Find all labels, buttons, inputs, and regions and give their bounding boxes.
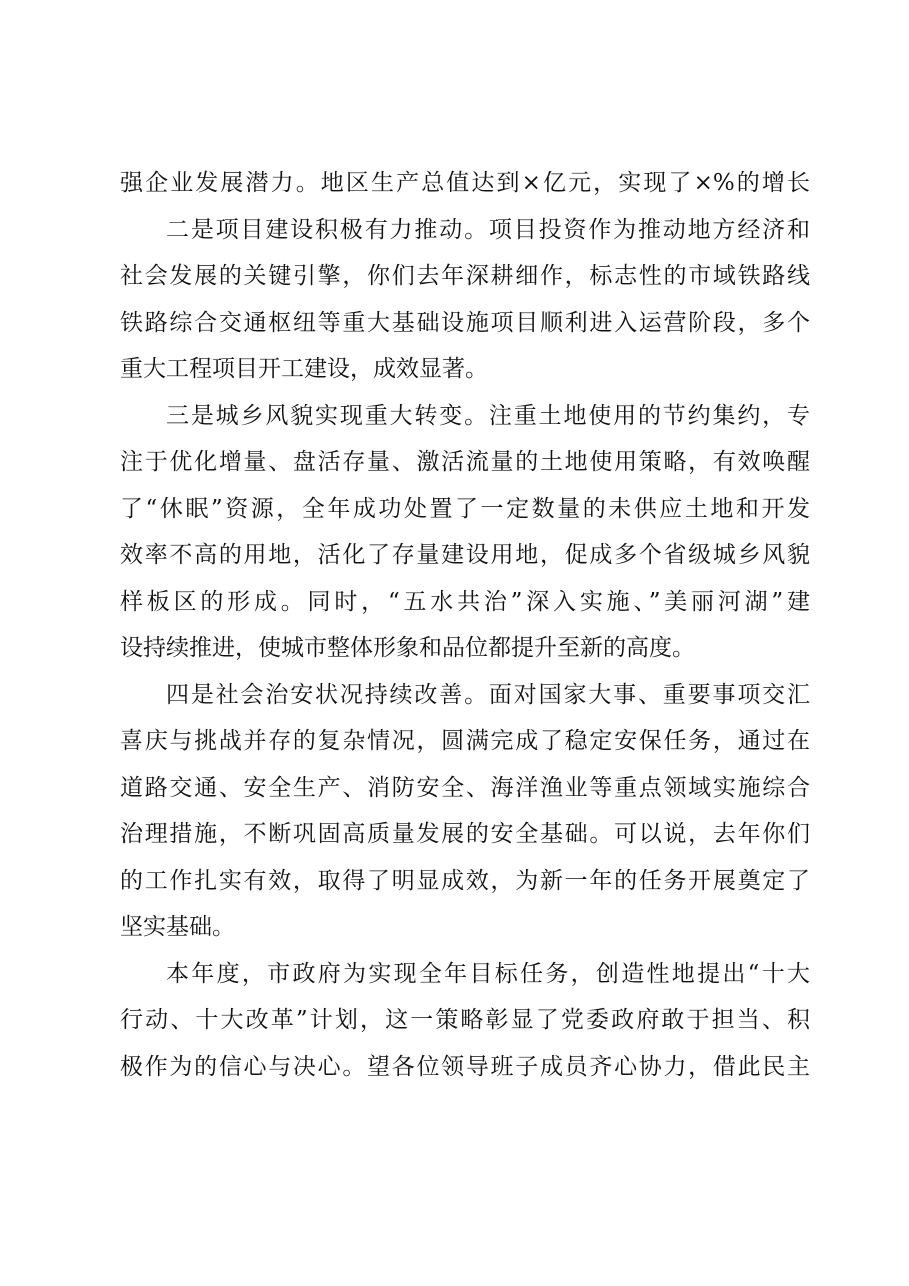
text-line: 极作为的信心与决心。望各位领导班子成员齐心协力，借此民主 xyxy=(120,1053,810,1080)
text-line: 的工作扎实有效，取得了明显成效，为新一年的任务开展奠定了 xyxy=(120,867,810,894)
text-line: 道路交通、安全生产、消防安全、海洋渔业等重点领域实施综合 xyxy=(120,774,810,801)
text-line: 了“休眠”资源，全年成功处置了一定数量的未供应土地和开发 xyxy=(120,495,810,522)
text-line: 坚实基础。 xyxy=(120,914,235,940)
text-line: 喜庆与挑战并存的复杂情况，圆满完成了稳定安保任务，通过在 xyxy=(120,728,810,754)
text-line: 社会发展的关键引擎，你们去年深耕细作，标志性的市域铁路线 xyxy=(120,263,810,289)
document-body xyxy=(120,160,810,1090)
text-line: 四是社会治安状况持续改善。面对国家大事、重要事项交汇 xyxy=(166,681,810,708)
text-line: 铁路综合交通枢纽等重大基础设施项目顺利进入运营阶段，多个 xyxy=(120,309,810,336)
text-line: 强企业发展潜力。地区生产总值达到×亿元，实现了×%的增长 xyxy=(120,170,810,196)
text-line: 本年度，市政府为实现全年目标任务，创造性地提出“十大 xyxy=(166,960,810,987)
text-line: 效率不高的用地，活化了存量建设用地，促成多个省级城乡风貌 xyxy=(120,542,810,568)
text-line: 样板区的形成。同时，“五水共治”深入实施、”美丽河湖”建 xyxy=(120,588,810,615)
text-line: 治理措施，不断巩固高质量发展的安全基础。可以说，去年你们 xyxy=(120,821,810,847)
text-line: 行动、十大改革”计划，这一策略彰显了党委政府敢于担当、积 xyxy=(120,1007,810,1033)
text-line: 设持续推进，使城市整体形象和品位都提升至新的高度。 xyxy=(120,635,695,661)
text-line: 三是城乡风貌实现重大转变。注重土地使用的节约集约，专 xyxy=(166,402,810,429)
text-line: 二是项目建设积极有力推动。项目投资作为推动地方经济和 xyxy=(166,216,810,243)
text-line: 重大工程项目开工建设，成效显著。 xyxy=(120,356,488,382)
text-line: 注于优化增量、盘活存量、激活流量的土地使用策略，有效唤醒 xyxy=(120,449,810,475)
